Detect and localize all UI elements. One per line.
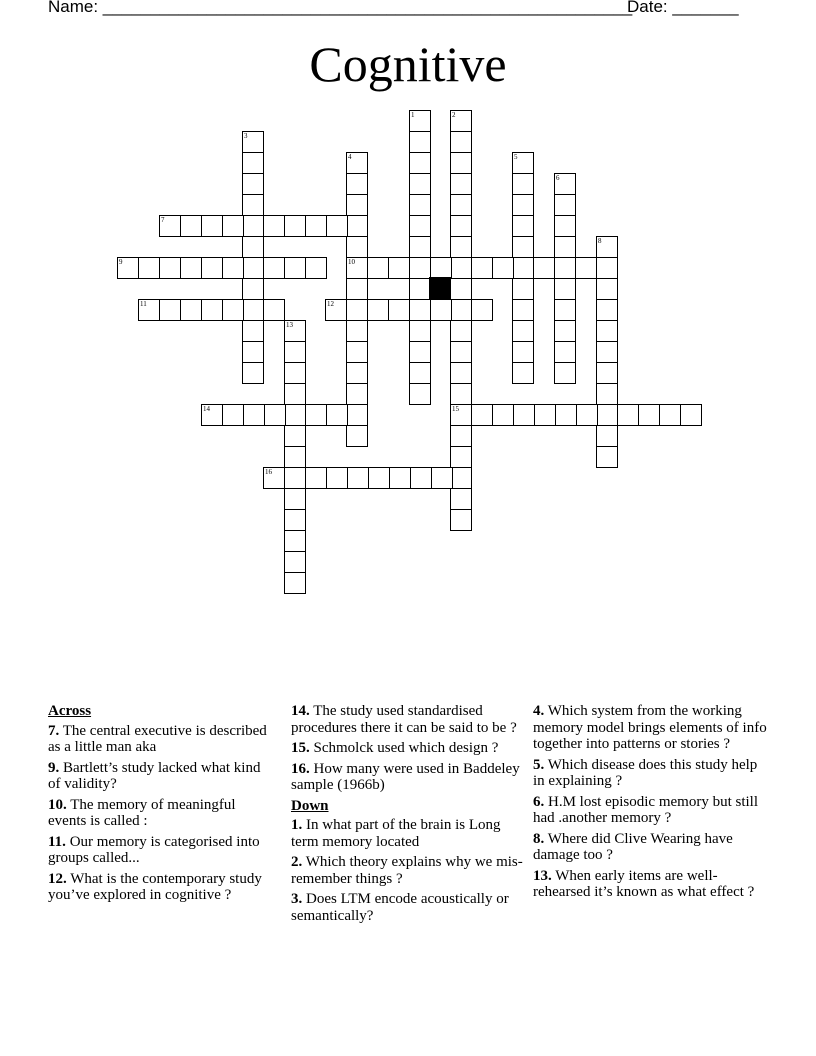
crossword-cell[interactable] [346, 278, 368, 300]
clue-item-text: The study used standardised procedures there it can be said to be ? [291, 703, 517, 736]
crossword-cell[interactable] [596, 383, 618, 405]
crossword-cell[interactable] [512, 173, 534, 195]
crossword-cell[interactable] [388, 257, 410, 279]
clue-number: 5 [514, 153, 518, 161]
clue-item [48, 871, 268, 904]
crossword-cell[interactable] [284, 572, 306, 594]
crossword-cell[interactable] [596, 320, 618, 342]
clue-item-text: The central executive is described as a little man aka [48, 722, 267, 755]
clue-number: 9 [119, 258, 123, 266]
crossword-cell[interactable] [430, 257, 452, 279]
crossword-cell[interactable] [222, 299, 244, 321]
crossword-cell[interactable] [388, 299, 410, 321]
crossword-cell[interactable] [242, 320, 264, 342]
crossword-cell[interactable] [346, 362, 368, 384]
crossword-cell[interactable] [284, 551, 306, 573]
crossword-cell[interactable] [263, 215, 285, 237]
crossword-cell[interactable] [533, 257, 555, 279]
crossword-cell[interactable] [430, 299, 452, 321]
clue-item-number: 11. [48, 833, 66, 850]
crossword-cell[interactable] [409, 299, 431, 321]
crossword-cell[interactable] [410, 467, 432, 489]
crossword-cell[interactable] [346, 404, 368, 426]
crossword-cell[interactable] [450, 383, 472, 405]
crossword-cell[interactable] [242, 236, 264, 258]
across-clue-list [48, 723, 268, 904]
crossword-cell[interactable] [596, 257, 618, 279]
crossword-cell[interactable] [512, 215, 534, 237]
clue-number: 16 [265, 468, 272, 476]
crossword-cell[interactable] [242, 299, 264, 321]
crossword-cell[interactable] [284, 362, 306, 384]
crossword-cell[interactable] [512, 278, 534, 300]
crossword-cell[interactable] [659, 404, 681, 426]
clue-item-text: H.M lost episodic memory but still had .another memory ? [533, 793, 758, 826]
crossword-cell[interactable] [346, 341, 368, 363]
clue-item-number: 1. [291, 817, 303, 833]
crossword-cell[interactable] [201, 299, 223, 321]
clue-item-number: 10. [48, 796, 67, 813]
across-clue-list-cont [291, 703, 523, 794]
crossword-cell[interactable] [346, 383, 368, 405]
crossword-cell[interactable] [596, 278, 618, 300]
crossword-cell[interactable] [242, 257, 264, 279]
crossword-cell[interactable] [284, 383, 306, 405]
crossword-cell[interactable] [409, 320, 431, 342]
crossword-cell[interactable] [243, 404, 265, 426]
clue-item [291, 703, 523, 736]
crossword-cell[interactable] [242, 341, 264, 363]
crossword-cell[interactable] [617, 404, 639, 426]
clue-item-text: Our memory is categorised into groups called... [48, 833, 260, 866]
crossword-cell[interactable] [346, 173, 368, 195]
clue-item-text: Which disease does this study help in explaining ? [533, 756, 758, 789]
clues-column-3 [533, 703, 771, 905]
clue-item-number: 14. [291, 703, 310, 719]
crossword-cell[interactable] [326, 404, 348, 426]
crossword-cell[interactable] [450, 425, 472, 447]
crossword-cell[interactable] [409, 383, 431, 405]
clue-item-text: When early items are well-rehearsed it’s known as what effect ? [533, 867, 755, 900]
crossword-cell[interactable] [242, 362, 264, 384]
crossword-cell[interactable] [596, 341, 618, 363]
clue-item [48, 797, 268, 830]
crossword-cell[interactable] [305, 404, 327, 426]
crossword-cell[interactable] [409, 341, 431, 363]
crossword-cell[interactable] [367, 299, 389, 321]
crossword-cell[interactable] [512, 194, 534, 216]
crossword-block-cell [429, 277, 451, 299]
crossword-cell[interactable] [512, 362, 534, 384]
name-field-label: Name: ________________________________________________________ [48, 0, 633, 16]
crossword-cell[interactable] [450, 488, 472, 510]
clue-item-number: 5. [533, 756, 545, 773]
crossword-cell[interactable] [492, 257, 514, 279]
crossword-cell[interactable] [201, 215, 223, 237]
crossword-cell[interactable] [575, 257, 597, 279]
crossword-cell[interactable] [242, 278, 264, 300]
page-title: Cognitive [309, 36, 507, 92]
date-field-label: Date: _______ [627, 0, 739, 16]
crossword-cell[interactable] [159, 299, 181, 321]
crossword-cell[interactable] [554, 299, 576, 321]
clue-item-text: Does LTM encode acoustically or semantically? [291, 891, 509, 924]
crossword-cell[interactable] [450, 173, 472, 195]
crossword-cell[interactable] [326, 467, 348, 489]
crossword-cell[interactable] [180, 215, 202, 237]
crossword-cell[interactable] [346, 299, 368, 321]
crossword-cell[interactable] [680, 404, 702, 426]
crossword-cell[interactable] [347, 467, 369, 489]
crossword-cell[interactable] [222, 257, 244, 279]
clues-column-2 [291, 703, 523, 928]
crossword-cell[interactable] [326, 215, 348, 237]
crossword-cell[interactable] [450, 278, 472, 300]
clue-item-number: 13. [533, 867, 552, 884]
crossword-cell[interactable] [305, 257, 327, 279]
crossword-cell[interactable] [284, 488, 306, 510]
crossword-cell[interactable] [284, 446, 306, 468]
clue-number: 14 [203, 405, 210, 413]
clue-number: 13 [286, 321, 293, 329]
clue-number: 7 [161, 216, 165, 224]
crossword-cell[interactable] [159, 257, 181, 279]
clue-item-text: In what part of the brain is Long term memory located [291, 817, 501, 850]
clue-number: 8 [598, 237, 602, 245]
crossword-cell[interactable] [596, 362, 618, 384]
crossword-cell[interactable] [596, 299, 618, 321]
crossword-cell[interactable] [431, 467, 453, 489]
crossword-cell[interactable] [284, 215, 306, 237]
crossword-cell[interactable] [638, 404, 660, 426]
clue-item-text: Which system from the working memory model brings elements of info together into patterns or stories ? [533, 703, 767, 752]
clue-item-number: 7. [48, 722, 60, 739]
crossword-cell[interactable] [367, 257, 389, 279]
clue-number: 1 [411, 111, 415, 119]
clue-item-text: The memory of meaningful events is called : [48, 796, 236, 829]
crossword-cell[interactable] [305, 215, 327, 237]
clue-item-number: 12. [48, 870, 67, 887]
crossword-cell[interactable] [450, 257, 472, 279]
crossword-cell[interactable] [242, 152, 264, 174]
crossword-cell[interactable] [554, 215, 576, 237]
crossword-cell[interactable] [471, 299, 493, 321]
down-heading: Down [291, 797, 329, 814]
crossword-cell[interactable] [409, 194, 431, 216]
crossword-cell[interactable] [450, 446, 472, 468]
clue-number: 6 [556, 174, 560, 182]
down-clue-list-cont [533, 703, 771, 901]
crossword-cell[interactable] [596, 425, 618, 447]
crossword-cell[interactable] [242, 173, 264, 195]
clue-item-number: 9. [48, 759, 60, 776]
crossword-cell[interactable] [409, 278, 431, 300]
crossword-cell[interactable] [596, 446, 618, 468]
clue-number: 12 [327, 300, 334, 308]
crossword-cell[interactable] [389, 467, 411, 489]
clue-number: 3 [244, 132, 248, 140]
crossword-cell[interactable] [222, 215, 244, 237]
clue-item-number: 3. [291, 891, 303, 907]
down-clue-list [291, 817, 523, 924]
crossword-cell[interactable] [284, 467, 306, 489]
crossword-cell[interactable] [242, 194, 264, 216]
crossword-cell[interactable] [596, 404, 618, 426]
crossword-cell[interactable] [512, 320, 534, 342]
crossword-cell[interactable] [263, 257, 285, 279]
crossword-cell[interactable] [346, 425, 368, 447]
crossword-cell[interactable] [222, 404, 244, 426]
crossword-cell[interactable] [284, 257, 306, 279]
crossword-cell[interactable] [512, 299, 534, 321]
clue-number: 2 [452, 111, 456, 119]
clue-item [533, 794, 771, 827]
clue-item-text: What is the contemporary study you’ve explored in cognitive ? [48, 870, 262, 903]
crossword-cell[interactable] [471, 404, 493, 426]
crossword-cell[interactable] [284, 530, 306, 552]
crossword-cell[interactable] [492, 404, 514, 426]
crossword-cell[interactable] [555, 404, 577, 426]
crossword-cell[interactable] [409, 236, 431, 258]
clue-item [291, 761, 523, 794]
crossword-cell[interactable] [512, 257, 534, 279]
crossword-cell[interactable] [409, 362, 431, 384]
crossword-cell[interactable] [242, 215, 264, 237]
crossword-cell[interactable] [512, 236, 534, 258]
crossword-cell[interactable] [450, 152, 472, 174]
crossword-cell[interactable] [450, 362, 472, 384]
clue-item [291, 740, 523, 757]
crossword-cell[interactable] [554, 278, 576, 300]
clue-item-number: 6. [533, 793, 545, 810]
crossword-cell[interactable] [346, 236, 368, 258]
crossword-cell[interactable] [554, 236, 576, 258]
clue-number: 15 [452, 405, 459, 413]
crossword-cell[interactable] [450, 509, 472, 531]
crossword-cell[interactable] [554, 320, 576, 342]
crossword-cell[interactable] [284, 425, 306, 447]
clue-item-text: Where did Clive Wearing have damage too ? [533, 830, 733, 863]
clue-item-number: 2. [291, 854, 303, 870]
clue-item-number: 16. [291, 760, 310, 777]
crossword-cell[interactable] [450, 320, 472, 342]
crossword-cell[interactable] [409, 173, 431, 195]
crossword-cell[interactable] [450, 236, 472, 258]
crossword-cell[interactable] [409, 152, 431, 174]
clue-item [291, 817, 523, 850]
clue-item [533, 703, 771, 753]
crossword-cell[interactable] [450, 131, 472, 153]
crossword-cell[interactable] [554, 362, 576, 384]
across-heading: Across [48, 703, 92, 719]
clue-item-number: 8. [533, 830, 545, 847]
crossword-cell[interactable] [554, 257, 576, 279]
crossword-cell[interactable] [180, 299, 202, 321]
crossword-cell[interactable] [346, 215, 368, 237]
crossword-cell[interactable] [138, 257, 160, 279]
crossword-cell[interactable] [346, 320, 368, 342]
crossword-cell[interactable] [346, 194, 368, 216]
clue-item [48, 723, 268, 756]
clue-item-text: How many were used in Baddeley sample (1966b) [291, 760, 520, 793]
clue-item [533, 868, 771, 901]
crossword-cell[interactable] [534, 404, 556, 426]
crossword-cell[interactable] [263, 299, 285, 321]
clue-number: 4 [348, 153, 352, 161]
clue-item [533, 757, 771, 790]
clue-number: 11 [140, 300, 147, 308]
clue-number: 10 [348, 258, 355, 266]
clue-item [291, 854, 523, 887]
crossword-cell[interactable] [284, 404, 306, 426]
crossword-cell[interactable] [284, 341, 306, 363]
crossword-cell[interactable] [554, 341, 576, 363]
crossword-cell[interactable] [264, 404, 286, 426]
crossword-cell[interactable] [450, 299, 472, 321]
crossword-cell[interactable] [368, 467, 390, 489]
crossword-cell[interactable] [576, 404, 598, 426]
crossword-cell[interactable] [512, 341, 534, 363]
clue-item [291, 891, 523, 924]
crossword-cell[interactable] [450, 341, 472, 363]
clues-column-1 [48, 703, 268, 908]
crossword-cell[interactable] [450, 215, 472, 237]
crossword-cell[interactable] [305, 467, 327, 489]
crossword-cell[interactable] [554, 194, 576, 216]
crossword-cell[interactable] [201, 257, 223, 279]
crossword-cell[interactable] [450, 467, 472, 489]
crossword-cell[interactable] [409, 215, 431, 237]
clue-item-text: Schmolck used which design ? [309, 740, 499, 756]
crossword-cell[interactable] [409, 257, 431, 279]
clue-item-text: Which theory explains why we mis-remember things ? [291, 854, 523, 887]
clue-item [533, 831, 771, 864]
clue-item-number: 15. [291, 740, 310, 756]
crossword-cell[interactable] [409, 131, 431, 153]
clue-item [48, 834, 268, 867]
crossword-cell[interactable] [513, 404, 535, 426]
clue-item [48, 760, 268, 793]
crossword-cell[interactable] [471, 257, 493, 279]
crossword-cell[interactable] [450, 194, 472, 216]
clue-item-number: 4. [533, 703, 545, 719]
crossword-cell[interactable] [284, 509, 306, 531]
clue-item-text: Bartlett’s study lacked what kind of validity? [48, 759, 261, 792]
crossword-cell[interactable] [180, 257, 202, 279]
